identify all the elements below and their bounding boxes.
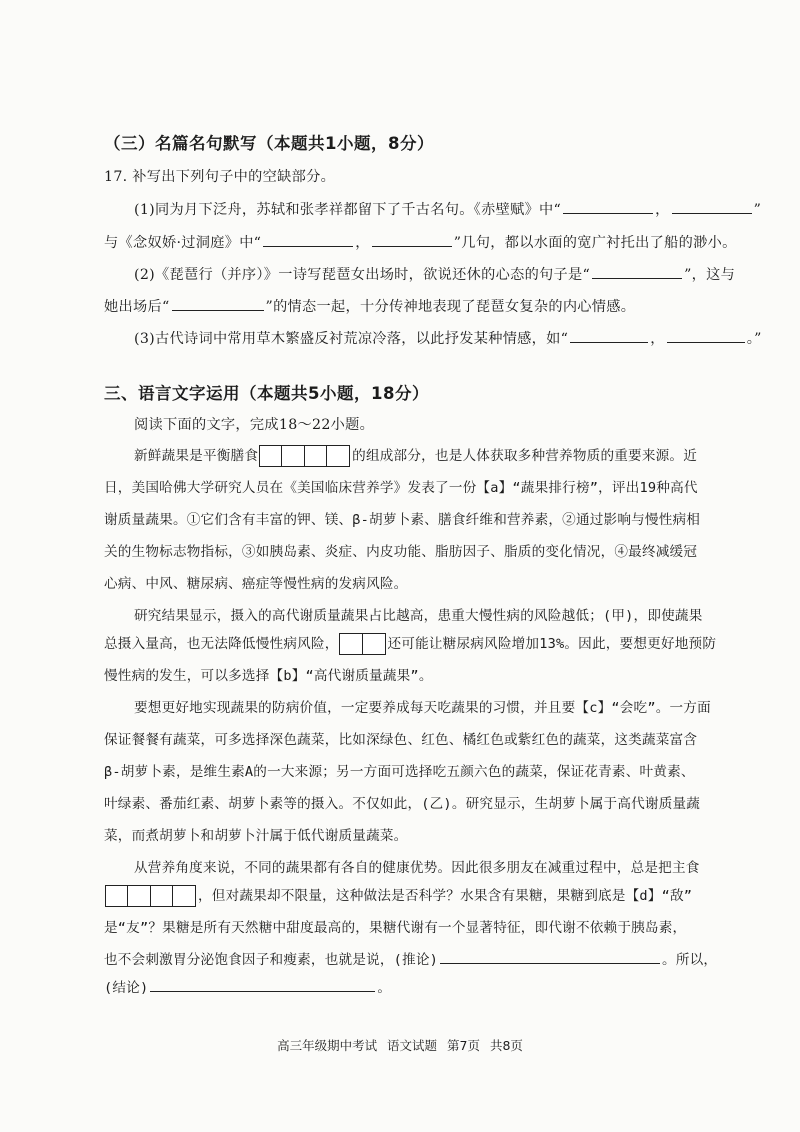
passage-line: 日，美国哈佛大学研究人员在《美国临床营养学》发表了一份【a】“蔬果排行榜”，评出19种高代: [104, 480, 698, 496]
passage-line: 研究结果显示，摄入的高代谢质量蔬果占比越高，患重大慢性病的风险越低；(甲)，即使蔬果: [134, 608, 703, 624]
passage-line: [104, 948, 717, 968]
part-title-language-use: 三、语言文字运用（本题共5小题，18分）: [104, 384, 429, 403]
answer-blank[interactable]: [592, 264, 682, 279]
item-1-text-b: 与《念奴娇·过洞庭》中“: [104, 235, 262, 251]
passage-text: ，但对蔬果却不限量，这种做法是否科学？水果含有果糖，果糖到底是【d】“敌”: [198, 888, 693, 904]
passage-line: [104, 884, 692, 907]
question-17-item-3: (3)古代诗词中常用草木繁盛反衬荒凉冷落，以此抒发某种情感，如“ ， 。”: [134, 328, 762, 348]
reading-instruction: 阅读下面的文字，完成18～22小题。: [134, 417, 375, 433]
page-footer: 高三年级期中考试 语文试题 第7页 共8页: [277, 1038, 523, 1053]
question-17-item-2-line-1: [134, 264, 735, 284]
question-17-stem: 17. 补写出下列句子中的空缺部分。: [104, 169, 336, 185]
passage-line: [134, 444, 697, 467]
item-1-text-c: ”几句，都以水面的宽广衬托出了船的渺小。: [453, 235, 737, 251]
passage-line: [104, 976, 391, 996]
passage-text: 总摄入量高，也无法降低慢性病风险，: [104, 636, 339, 652]
question-17-item-2-line-2: [104, 296, 635, 316]
passage-line: 叶绿素、番茄红素、胡萝卜素等的摄入。不仅如此，(乙)。研究显示，生胡萝卜属于高代谢质量蔬: [104, 796, 701, 812]
passage-line: [104, 632, 716, 655]
answer-blank[interactable]: [570, 328, 648, 343]
passage-line: β-胡萝卜素，是维生素A的一大来源；另一方面可选择吃五颜六色的蔬菜，保证花青素、叶黄素、: [104, 764, 695, 780]
passage-line: 要想更好地实现蔬果的防病价值，一定要养成每天吃蔬果的习惯，并且要【c】“会吃”。一方面: [134, 700, 711, 716]
passage-line: 从营养角度来说，不同的蔬果都有各自的健康优势。因此很多朋友在减重过程中，总是把主食: [134, 860, 700, 876]
passage-text: (结论): [104, 980, 149, 996]
passage-line: 关的生物标志物指标，③如胰岛素、炎症、内皮功能、脂肪因子、脂质的变化情况，④最终减缓冠: [104, 544, 698, 560]
item-2-text-c: 她出场后“: [104, 299, 170, 315]
passage-text: 。所以，: [662, 952, 718, 968]
passage-line: 谢质量蔬果。①它们含有丰富的钾、镁、β-胡萝卜素、膳食纤维和营养素，②通过影响与慢性病相: [104, 512, 701, 528]
answer-blank[interactable]: [672, 199, 752, 214]
question-17-item-1-line-1: (1)同为月下泛舟，苏轼和张孝祥都留下了千古名句。《赤壁赋》中“ ， ”: [134, 199, 761, 219]
item-2-text-d: ”的情态一起，十分传神地表现了琵琶女复杂的内心情感。: [265, 299, 636, 315]
answer-boxes[interactable]: [106, 885, 196, 907]
passage-text: 也不会刺激胃分泌饱食因子和瘦素，也就是说，(推论): [104, 952, 439, 968]
passage-text: 的组成部分，也是人体获取多种营养物质的重要来源。近: [352, 448, 697, 464]
passage-line: 心病、中风、糖尿病、癌症等慢性病的发病风险。: [104, 576, 408, 592]
passage-text: 。: [377, 980, 392, 996]
item-3-text-b: 。”: [746, 331, 762, 347]
item-1-text-a: (1)同为月下泛舟，苏轼和张孝祥都留下了千古名句。《赤壁赋》中“: [134, 202, 562, 218]
answer-boxes[interactable]: [260, 445, 350, 467]
section-title-famous-quotes: （三）名篇名句默写（本题共1小题，8分）: [104, 134, 434, 153]
passage-text: 新鲜蔬果是平衡膳食: [134, 448, 259, 464]
question-17-item-1-line-2: 与《念奴娇·过洞庭》中“ ， ”几句，都以水面的宽广衬托出了船的渺小。: [104, 232, 737, 252]
passage-text: 还可能让糖尿病风险增加13%。因此，要想更好地预防: [387, 636, 717, 652]
passage-line: 菜，而煮胡萝卜和胡萝卜汁属于低代谢质量蔬菜。: [104, 828, 408, 844]
passage-line: 保证餐餐有蔬菜，可多选择深色蔬菜，比如深绿色、红色、橘红色或紫红色的蔬菜，这类蔬菜富含: [104, 732, 698, 748]
item-2-text-a: (2)《琵琶行（并序）》一诗写琵琶女出场时，欲说还休的心态的句子是“: [134, 267, 591, 283]
item-2-text-b: ”，这与: [684, 267, 736, 283]
answer-blank[interactable]: [563, 199, 653, 214]
answer-blank[interactable]: [440, 949, 660, 964]
answer-blank[interactable]: [667, 328, 745, 343]
answer-blank[interactable]: [372, 232, 452, 247]
passage-line: 慢性病的发生，可以多选择【b】“高代谢质量蔬果”。: [104, 668, 433, 684]
answer-boxes[interactable]: [341, 633, 386, 655]
answer-blank[interactable]: [150, 977, 375, 992]
answer-blank[interactable]: [263, 232, 353, 247]
answer-blank[interactable]: [172, 296, 264, 311]
passage-line: 是“友”？果糖是所有天然糖中甜度最高的，果糖代谢有一个显著特征，即代谢不依赖于胰岛素，: [104, 920, 687, 936]
item-3-text-a: (3)古代诗词中常用草木繁盛反衬荒凉冷落，以此抒发某种情感，如“: [134, 331, 569, 347]
